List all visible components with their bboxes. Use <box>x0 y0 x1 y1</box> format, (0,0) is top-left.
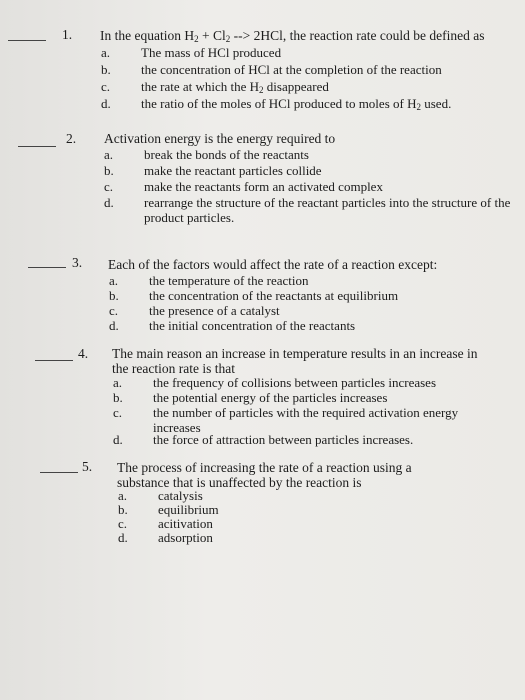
option-5a[interactable] <box>118 488 418 503</box>
answer-blank-1[interactable] <box>8 40 46 41</box>
option-4a[interactable] <box>113 375 513 390</box>
option-text: catalysis <box>158 488 203 503</box>
option-letter: c. <box>109 303 119 318</box>
option-2a[interactable] <box>104 147 514 162</box>
option-2d[interactable] <box>104 195 516 225</box>
option-letter: b. <box>109 288 119 303</box>
option-5c[interactable] <box>118 516 418 531</box>
option-4d[interactable] <box>113 432 513 447</box>
question-number-1: 1. <box>62 27 73 42</box>
answer-blank-3[interactable] <box>28 267 66 268</box>
option-text: the potential energy of the particles increases <box>153 390 388 405</box>
question-stem-4: The main reason an increase in temperature results in an increase in the reaction rate is that <box>112 346 478 376</box>
option-2b[interactable] <box>104 163 514 178</box>
option-1d[interactable] <box>101 96 521 115</box>
option-letter: c. <box>104 179 114 194</box>
answer-blank-2[interactable] <box>18 146 56 147</box>
question-stem-5: The process of increasing the rate of a reaction using a substance that is unaffected by the reaction is <box>117 460 412 490</box>
option-text: the rate at which the $H_2$ disappeared <box>141 79 329 95</box>
option-text: the number of particles with the required activation energy increases <box>153 405 459 435</box>
option-letter: b. <box>104 163 114 178</box>
option-letter: d. <box>109 318 119 333</box>
option-text: rearrange the structure of the reactant particles into the structure of the product particles. <box>144 195 511 225</box>
option-3d[interactable] <box>109 318 509 333</box>
option-4c[interactable] <box>113 405 473 435</box>
option-text: make the reactants form an activated complex <box>144 179 383 194</box>
question-stem-2: Activation energy is the energy required to <box>104 131 336 146</box>
option-text: the force of attraction between particles increases. <box>153 432 414 447</box>
option-4b[interactable] <box>113 390 513 405</box>
option-5d[interactable] <box>118 530 418 545</box>
option-letter: a. <box>101 45 111 60</box>
option-letter: d. <box>104 195 114 210</box>
option-letter: b. <box>118 502 128 517</box>
option-text: the temperature of the reaction <box>149 273 309 288</box>
option-letter: b. <box>113 390 123 405</box>
option-letter: b. <box>101 62 111 77</box>
question-stem-3: Each of the factors would affect the rate of a reaction except: <box>108 257 438 272</box>
option-1b[interactable] <box>101 62 521 77</box>
option-letter: c. <box>113 405 123 420</box>
option-text: break the bonds of the reactants <box>144 147 309 162</box>
answer-blank-4[interactable] <box>35 360 73 361</box>
option-letter: a. <box>104 147 114 162</box>
option-2c[interactable] <box>104 179 514 194</box>
option-text: the presence of a catalyst <box>149 303 280 318</box>
question-number-4: 4. <box>78 346 89 361</box>
option-text: adsorption <box>158 530 213 545</box>
question-number-5: 5. <box>82 459 93 474</box>
option-text: the frequency of collisions between particles increases <box>153 375 436 390</box>
question-stem-1: In the equation $H_2 + Cl_2$ --> 2HCl, the reaction rate could be defined as <box>100 28 485 44</box>
question-number-2: 2. <box>66 131 77 146</box>
option-letter: d. <box>113 432 123 447</box>
option-text: acitivation <box>158 516 213 531</box>
option-text: The mass of HCl produced <box>141 45 282 60</box>
option-text: the concentration of HCl at the completion of the reaction <box>141 62 442 77</box>
option-1a[interactable] <box>101 45 501 60</box>
option-3c[interactable] <box>109 303 509 318</box>
option-3a[interactable] <box>109 273 509 288</box>
option-text: the initial concentration of the reactants <box>149 318 356 333</box>
option-letter: d. <box>118 530 128 545</box>
option-letter: a. <box>118 488 128 503</box>
option-letter: c. <box>118 516 128 531</box>
option-3b[interactable] <box>109 288 509 303</box>
option-letter: c. <box>101 79 111 94</box>
option-text: the concentration of the reactants at equilibrium <box>149 288 399 303</box>
answer-blank-5[interactable] <box>40 472 78 473</box>
question-number-3: 3. <box>72 255 83 270</box>
option-text: equilibrium <box>158 502 219 517</box>
option-5b[interactable] <box>118 502 418 517</box>
option-letter: a. <box>109 273 119 288</box>
option-text: the ratio of the moles of HCl produced to moles of $H_2$ used. <box>141 96 452 112</box>
option-letter: a. <box>113 375 123 390</box>
option-letter: d. <box>101 96 111 111</box>
option-text: make the reactant particles collide <box>144 163 322 178</box>
